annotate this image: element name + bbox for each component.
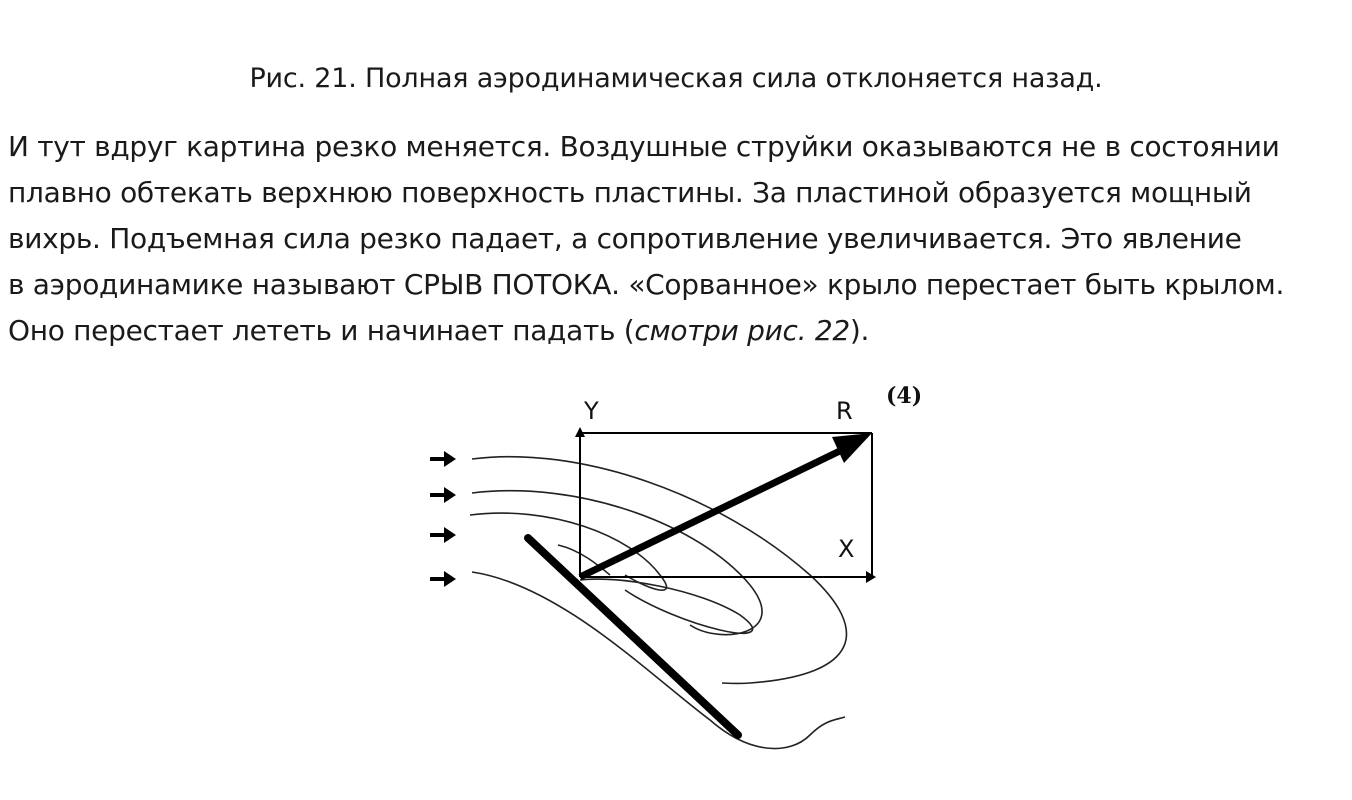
streamlines bbox=[470, 457, 846, 749]
body-paragraph bbox=[8, 124, 1338, 354]
label-y: Y bbox=[584, 397, 599, 425]
paragraph-line-5-end: ). bbox=[849, 314, 870, 347]
wing-plate bbox=[528, 538, 738, 735]
paragraph-line-4: в аэродинамике называют СРЫВ ПОТОКА. «Сорванное» крыло перестает быть крылом. bbox=[8, 268, 1285, 301]
flow-arrow-3 bbox=[430, 527, 456, 543]
paragraph-line-5-start: Оно перестает лететь и начинает падать ( bbox=[8, 314, 635, 347]
stall-diagram bbox=[420, 375, 940, 775]
label-x: X bbox=[838, 535, 855, 563]
resultant-force-arrow bbox=[580, 447, 848, 577]
paragraph-line-1: И тут вдруг картина резко меняется. Воздушные струйки оказываются не в состоянии bbox=[8, 130, 1280, 163]
paragraph-line-2: плавно обтекать верхнюю поверхность пластины. За пластиной образуется мощный bbox=[8, 176, 1252, 209]
incoming-flow-arrows bbox=[430, 451, 456, 587]
paragraph-line-3: вихрь. Подъемная сила резко падает, а сопротивление увеличивается. Это явление bbox=[8, 222, 1242, 255]
flow-arrow-1 bbox=[430, 451, 456, 467]
resultant-arrowhead bbox=[832, 433, 872, 463]
flow-arrow-4 bbox=[430, 571, 456, 587]
figure-number-label: (4) bbox=[886, 383, 923, 409]
flow-arrow-2 bbox=[430, 487, 456, 503]
figure-22-reference: смотри рис. 22 bbox=[634, 314, 850, 347]
stall-diagram-svg bbox=[420, 375, 940, 775]
figure-21-caption: Рис. 21. Полная аэродинамическая сила отклоняется назад. bbox=[249, 63, 1103, 94]
label-r: R bbox=[836, 397, 853, 425]
